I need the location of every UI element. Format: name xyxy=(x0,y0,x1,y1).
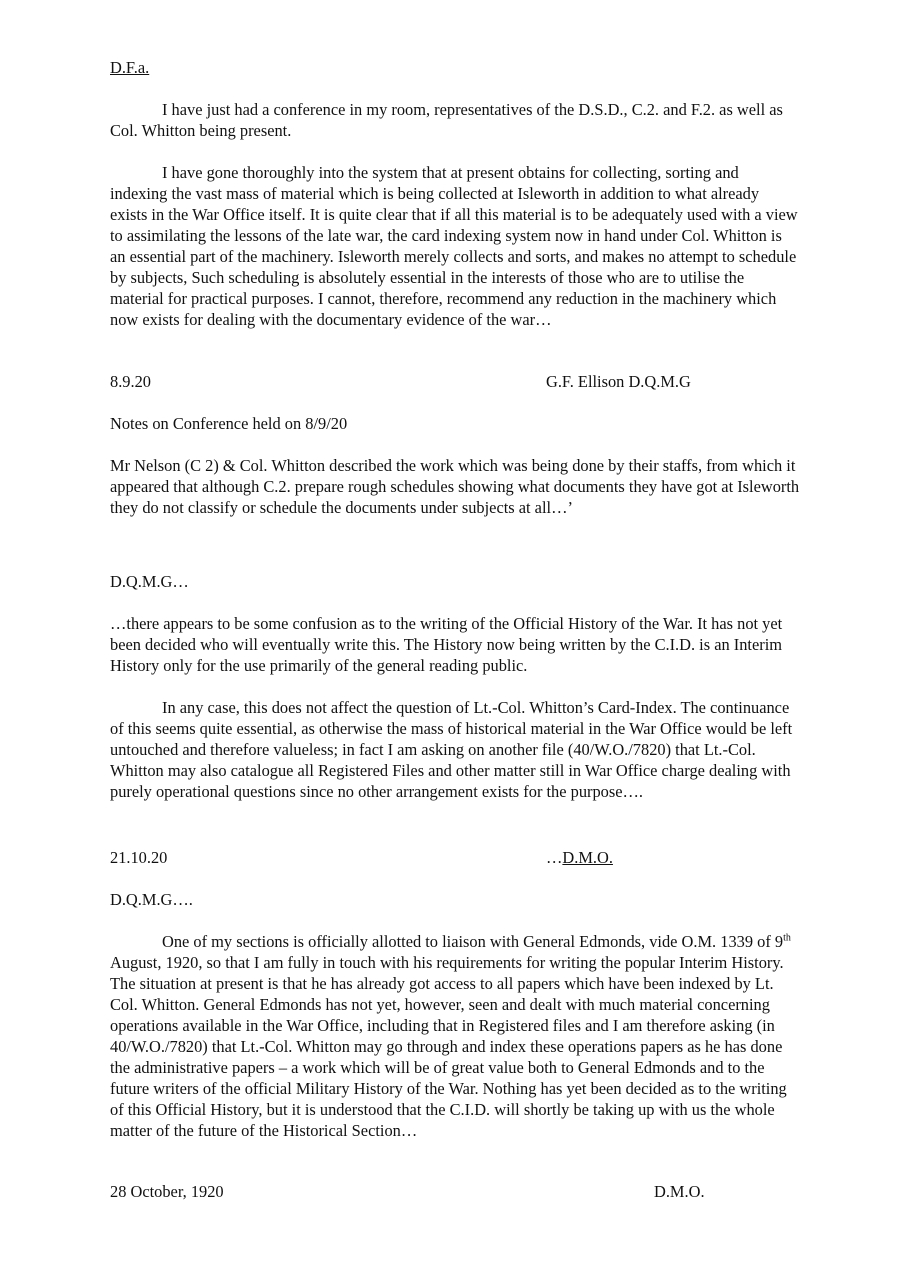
minute2-paragraph-2: In any case, this does not affect the question of Lt.-Col. Whitton’s Card-Index. The continuance of this seems quite essential, as otherwise the mass of historical material in the War Office would be left untouched and therefore valueless; in fact I am asking on another file (40/W.O./7820) that Lt.-Col. Whitton may also catalogue all Registered Files and other matter still in War Office charge dealing with purely operational questions since no other arrangement exists for the purpose…. xyxy=(110,698,793,801)
minute3-signature: D.M.O. xyxy=(654,1182,705,1201)
minute1-signature: G.F. Ellison D.Q.M.G xyxy=(546,372,691,391)
minute3-addressee: D.Q.M.G…. xyxy=(110,890,193,909)
minute2-date: 21.10.20 xyxy=(110,848,168,867)
minute3-paragraph-part-2: August, 1920, so that I am fully in touch with his requirements for writing the popular Interim History. The situation at present is that he has already got access to all papers which have been indexed by Lt. Col. Whitton. General Edmonds has not yet, however, seen and dealt with much material concerning operations available in the War Office, including that in Registered files and I am therefore asking (in 40/W.O./7820) that Lt.-Col. Whitton may go through and index these operations papers as he has done the administrative papers – a work which will be of great value both to General Edmonds and to the future writers of the official Military History of the War. Nothing has yet been decided as to the writing of this Official History, but it is understood that the C.I.D. will shortly be taking up with us the whole matter of the future of the Historical Section… xyxy=(110,953,787,1140)
minute1-paragraph-1: I have just had a conference in my room, representatives of the D.S.D., C.2. and F.2. as well as Col. Whitton being present. xyxy=(110,100,783,140)
minute2-addressee: D.Q.M.G… xyxy=(110,572,189,591)
minute3-date: 28 October, 1920 xyxy=(110,1182,224,1201)
minute3-paragraph-part-1: One of my sections is officially allotted to liaison with General Edmonds, vide O.M. 1339 of 9 xyxy=(162,932,784,951)
minute3-paragraph xyxy=(110,931,800,1141)
minute2-paragraph-1: …there appears to be some confusion as to the writing of the Official History of the War. It has not yet been decided who will eventually write this. The History now being written by the C.I.D. is an Interim History only for the use primarily of the general reading public. xyxy=(110,614,783,675)
minute2-signature-block xyxy=(546,847,613,868)
conference-notes-paragraph: Mr Nelson (C 2) & Col. Whitton described the work which was being done by their staffs, from which it appeared that although C.2. prepare rough schedules showing what documents they have got at Isleworth they do not classify or schedule the documents under subjects at all…’ xyxy=(110,456,800,517)
minute1-paragraph-2: I have gone thoroughly into the system that at present obtains for collecting, sorting and indexing the vast mass of material which is being collected at Isleworth in addition to what already exists in the War Office itself. It is quite clear that if all this material is to be adequately used with a view to assimilating the lessons of the late war, the card indexing system now in hand under Col. Whitton is an essential part of the machinery. Isleworth merely collects and sorts, and makes no attempt to schedule by subjects, Such scheduling is absolutely essential in the interests of those who are to utilise the material for practical purposes. I cannot, therefore, recommend any reduction in the machinery which now exists for dealing with the documentary evidence of the war… xyxy=(110,163,798,329)
minute1-date: 8.9.20 xyxy=(110,372,151,391)
minute2-signature: D.M.O. xyxy=(562,848,613,867)
conference-notes-title: Notes on Conference held on 8/9/20 xyxy=(110,414,348,433)
minute2-signature-prefix: … xyxy=(546,848,563,867)
minute3-superscript: th xyxy=(783,932,791,944)
heading-dfa: D.F.a. xyxy=(110,58,150,77)
